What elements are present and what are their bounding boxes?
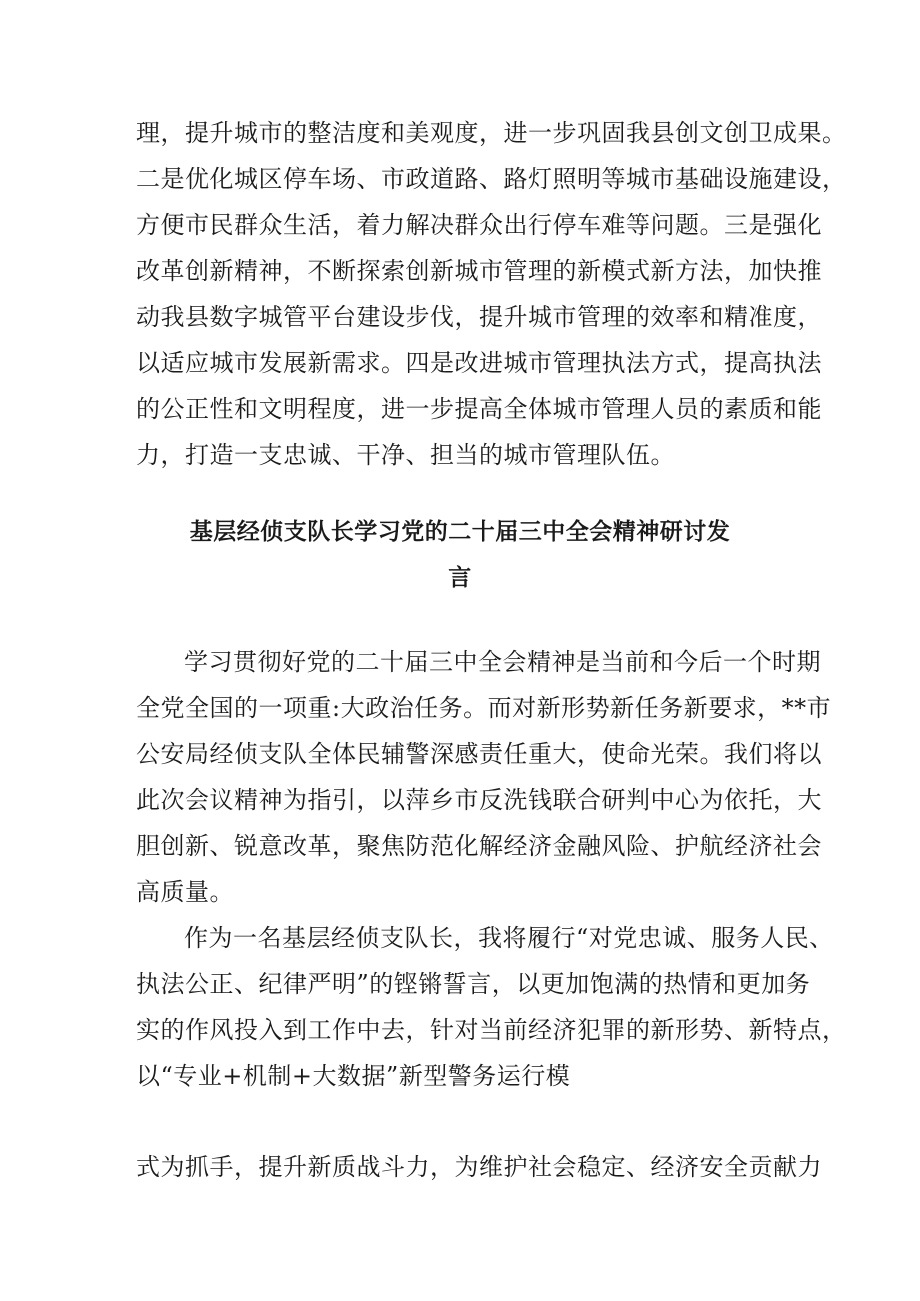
paragraph-line: 作为一名基层经侦支队长，我将履行“对党忠诚、服务人民、 [184, 924, 834, 952]
text-line: 二是优化城区停车场、市政道路、路灯照明等城市基础设施建设， [136, 165, 847, 193]
paragraph-line: 此次会议精神为指引，以萍乡市反洗钱联合研判中心为依托，大 [136, 786, 822, 814]
paragraph-line: 执法公正、纪律严明”的铿锵誓言，以更加饱满的热情和更加务 [136, 970, 811, 998]
paragraph-line: 高质量。 [136, 878, 234, 906]
text-line: 动我县数字城管平台建设步伐，提升城市管理的效率和精准度， [136, 303, 822, 331]
text-line: 理，提升城市的整洁度和美观度，进一步巩固我县创文创卫成果。 [136, 119, 847, 147]
paragraph-line: 全党全国的一项重:大政治任务。而对新形势新任务新要求，**市 [136, 694, 832, 722]
article-title-continuation: 言 [448, 565, 472, 591]
text-line: 力，打造一支忠诚、干净、担当的城市管理队伍。 [136, 441, 675, 469]
paragraph-line: 公安局经侦支队全体民辅警深感责任重大，使命光荣。我们将以 [136, 740, 822, 768]
text-line: 以适应城市发展新需求。四是改进城市管理执法方式，提高执法 [136, 349, 822, 377]
paragraph-line: 学习贯彻好党的二十届三中全会精神是当前和今后一个时期 [184, 648, 821, 676]
text-line: 改革创新精神，不断探索创新城市管理的新模式新方法，加快推 [136, 257, 822, 285]
paragraph-line: 式为抓手，提升新质战斗力，为维护社会稳定、经济安全贡献力 [136, 1153, 822, 1181]
text-line: 方便市民群众生活，着力解决群众出行停车难等问题。三是强化 [136, 211, 822, 239]
paragraph-line: 以“专业+机制+大数据”新型警务运行模 [136, 1062, 571, 1090]
text-line: 的公正性和文明程度，进一步提高全体城市管理人员的素质和能 [136, 395, 822, 423]
paragraph-line: 胆创新、锐意改革，聚焦防范化解经济金融风险、护航经济社会 [136, 832, 822, 860]
paragraph-line: 实的作风投入到工作中去，针对当前经济犯罪的新形势、新特点， [136, 1016, 847, 1044]
article-title: 基层经侦支队长学习党的二十届三中全会精神研讨发 [189, 519, 731, 545]
